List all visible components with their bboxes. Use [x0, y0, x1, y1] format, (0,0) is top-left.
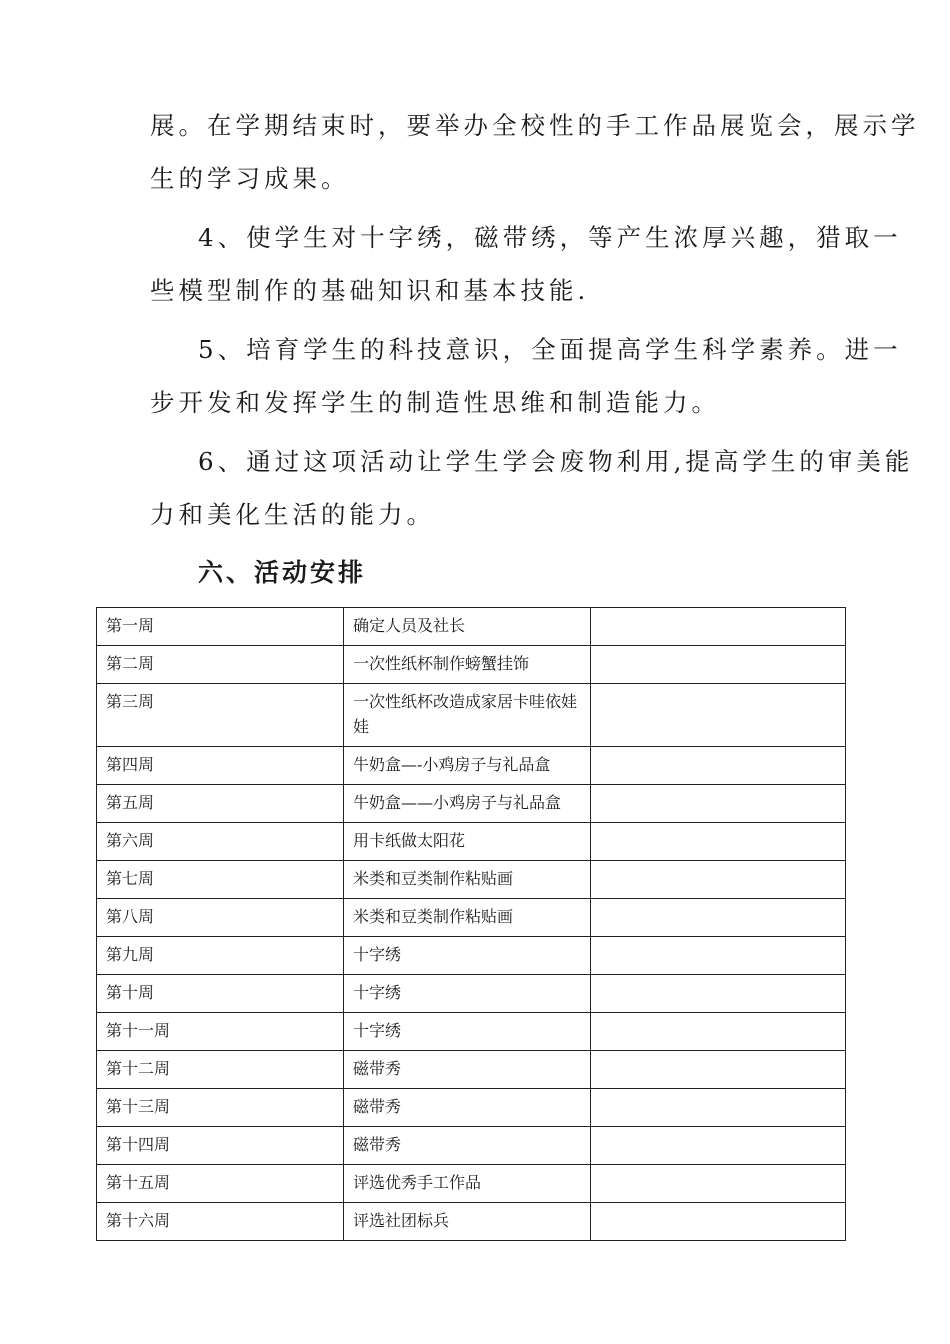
activity-cell: 磁带秀 [344, 1051, 591, 1089]
activity-cell: 米类和豆类制作粘贴画 [344, 899, 591, 937]
week-cell: 第二周 [97, 646, 344, 684]
table-row [97, 747, 846, 785]
table-row [97, 785, 846, 823]
note-cell [591, 684, 846, 747]
note-cell [591, 861, 846, 899]
paragraph-line: 些模型制作的基础知识和基本技能. [150, 276, 590, 305]
note-cell [591, 785, 846, 823]
paragraph-line: 6、通过这项活动让学生学会废物利用,提高学生的审美能 [198, 447, 914, 476]
activity-cell: 确定人员及社长 [344, 608, 591, 646]
week-cell: 第九周 [97, 937, 344, 975]
schedule-table [96, 607, 846, 1241]
paragraph-goal-5 [150, 323, 902, 429]
paragraph-goal-4 [150, 211, 902, 317]
note-cell [591, 975, 846, 1013]
week-cell: 第十四周 [97, 1127, 344, 1165]
note-cell [591, 1165, 846, 1203]
activity-cell: 磁带秀 [344, 1127, 591, 1165]
week-cell: 第十三周 [97, 1089, 344, 1127]
table-row [97, 646, 846, 684]
activity-cell: 牛奶盒—-小鸡房子与礼品盒 [344, 747, 591, 785]
activity-cell: 牛奶盒——小鸡房子与礼品盒 [344, 785, 591, 823]
table-row [97, 1127, 846, 1165]
table-row [97, 608, 846, 646]
activity-cell: 评选优秀手工作品 [344, 1165, 591, 1203]
note-cell [591, 1203, 846, 1241]
week-cell: 第十五周 [97, 1165, 344, 1203]
week-cell: 第八周 [97, 899, 344, 937]
activity-cell: 磁带秀 [344, 1089, 591, 1127]
table-row [97, 1051, 846, 1089]
note-cell [591, 1089, 846, 1127]
note-cell [591, 646, 846, 684]
paragraph-line: 5、培育学生的科技意识，全面提高学生科学素养。进一 [198, 335, 902, 364]
activity-cell: 一次性纸杯改造成家居卡哇依娃娃 [344, 684, 591, 747]
table-row [97, 1165, 846, 1203]
week-cell: 第十周 [97, 975, 344, 1013]
note-cell [591, 1013, 846, 1051]
week-cell: 第六周 [97, 823, 344, 861]
section-heading: 六、活动安排 [198, 558, 367, 587]
activity-cell: 用卡纸做太阳花 [344, 823, 591, 861]
paragraph-line: 步开发和发挥学生的制造性思维和制造能力。 [150, 388, 720, 417]
note-cell [591, 747, 846, 785]
paragraph-goal-6 [150, 435, 914, 541]
week-cell: 第五周 [97, 785, 344, 823]
note-cell [591, 937, 846, 975]
week-cell: 第一周 [97, 608, 344, 646]
activity-cell: 十字绣 [344, 975, 591, 1013]
table-row [97, 975, 846, 1013]
paragraph-line: 力和美化生活的能力。 [150, 500, 435, 529]
week-cell: 第十二周 [97, 1051, 344, 1089]
table-row [97, 861, 846, 899]
activity-cell: 十字绣 [344, 1013, 591, 1051]
note-cell [591, 1127, 846, 1165]
note-cell [591, 899, 846, 937]
note-cell [591, 608, 846, 646]
table-row [97, 899, 846, 937]
paragraph-line: 4、使学生对十字绣，磁带绣，等产生浓厚兴趣，猎取一 [198, 223, 902, 252]
week-cell: 第四周 [97, 747, 344, 785]
paragraph-line: 生的学习成果。 [150, 164, 350, 193]
table-row [97, 1203, 846, 1241]
week-cell: 第三周 [97, 684, 344, 747]
note-cell [591, 1051, 846, 1089]
table-row [97, 684, 846, 747]
week-cell: 第十一周 [97, 1013, 344, 1051]
activity-cell: 评选社团标兵 [344, 1203, 591, 1241]
note-cell [591, 823, 846, 861]
activity-cell: 十字绣 [344, 937, 591, 975]
table-row [97, 823, 846, 861]
paragraph-continuation [150, 99, 920, 205]
schedule-table-body [97, 608, 846, 1241]
week-cell: 第十六周 [97, 1203, 344, 1241]
activity-cell: 米类和豆类制作粘贴画 [344, 861, 591, 899]
paragraph-line: 展。在学期结束时，要举办全校性的手工作品展览会，展示学 [150, 111, 920, 140]
table-row [97, 937, 846, 975]
table-row [97, 1089, 846, 1127]
activity-cell: 一次性纸杯制作螃蟹挂饰 [344, 646, 591, 684]
week-cell: 第七周 [97, 861, 344, 899]
table-row [97, 1013, 846, 1051]
